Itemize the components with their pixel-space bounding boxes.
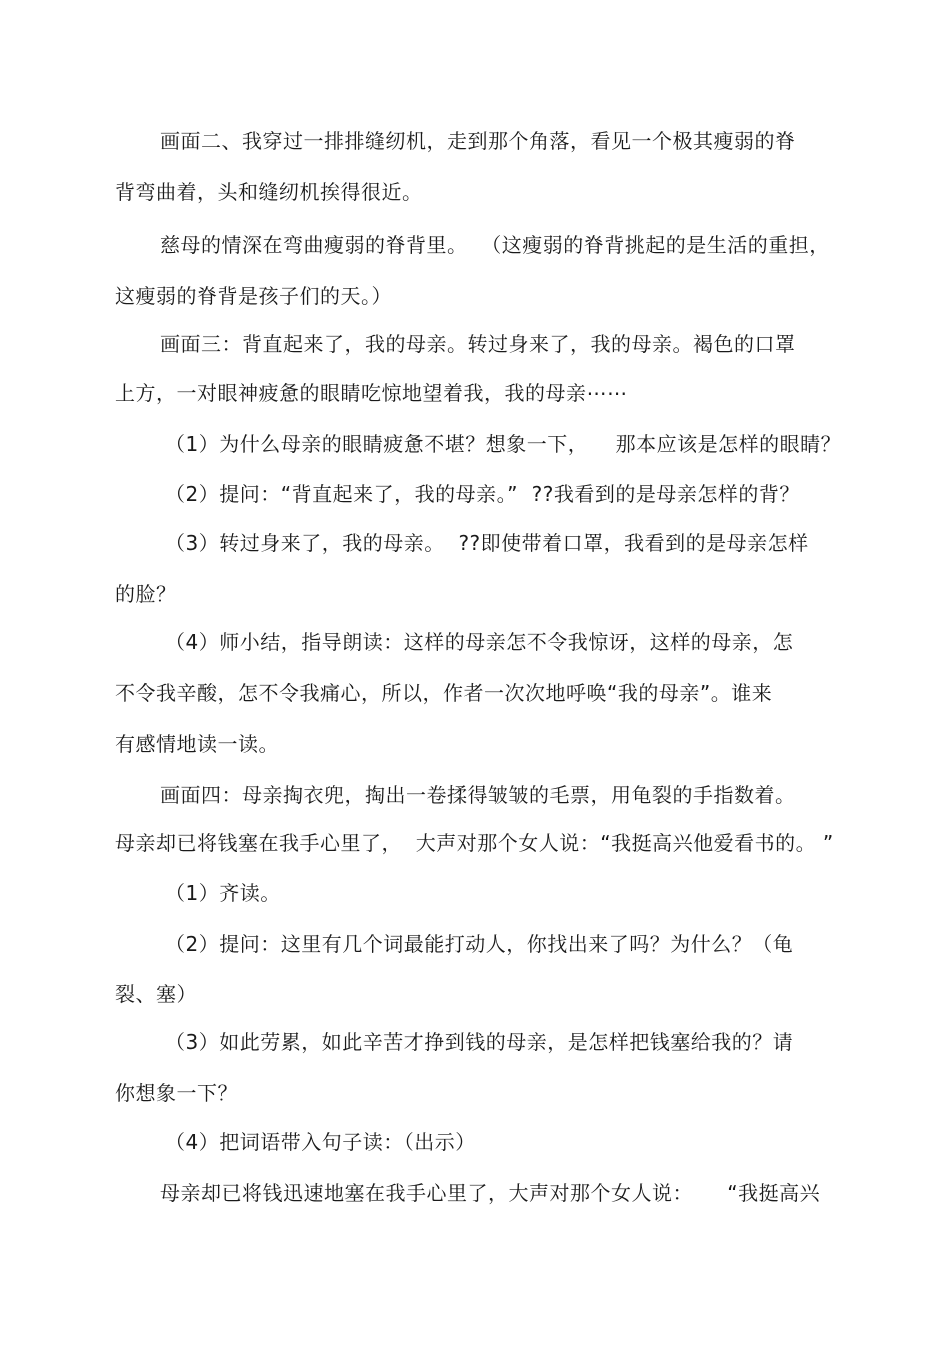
paragraph-line: （4）把词语带入句子读：（出示） (165, 1130, 476, 1154)
paragraph-line: 母亲却已将钱塞在我手心里了， 大声对那个女人说：“我挺高兴他爱看书的。 ” (115, 831, 834, 855)
paragraph-line: （3）转过身来了，我的母亲。 ??即使带着口罩，我看到的是母亲怎样 (165, 531, 809, 555)
paragraph-line: 母亲却已将钱迅速地塞在我手心里了，大声对那个女人说： “我挺高兴 (160, 1181, 821, 1205)
paragraph-line: （1）齐读。 (165, 881, 281, 905)
paragraph-line: 画面三：背直起来了，我的母亲。转过身来了，我的母亲。褐色的口罩 (160, 332, 796, 356)
paragraph-line: 画面二、我穿过一排排缝纫机，走到那个角落，看见一个极其瘦弱的脊 (160, 129, 796, 153)
paragraph-line: 慈母的情深在弯曲瘦弱的脊背里。 （这瘦弱的脊背挑起的是生活的重担， (160, 233, 830, 257)
paragraph-line: 背弯曲着，头和缝纫机挨得很近。 (115, 180, 423, 204)
paragraph-line: 的脸？ (115, 582, 177, 606)
paragraph-line: （4）师小结，指导朗读：这样的母亲怎不令我惊讶，这样的母亲，怎 (165, 630, 794, 654)
paragraph-line: （3）如此劳累，如此辛苦才挣到钱的母亲，是怎样把钱塞给我的？请 (165, 1030, 794, 1054)
paragraph-line: 画面四：母亲掏衣兜，掏出一卷揉得皱皱的毛票，用龟裂的手指数着。 (160, 783, 796, 807)
paragraph-line: 上方，一对眼神疲惫的眼睛吃惊地望着我，我的母亲⋯⋯ (115, 381, 628, 405)
paragraph-line: 有感情地读一读。 (115, 732, 279, 756)
paragraph-line: 裂、塞） (115, 982, 197, 1006)
paragraph-line: （2）提问：“背直起来了，我的母亲。” ??我看到的是母亲怎样的背？ (165, 482, 800, 506)
paragraph-line: （2）提问：这里有几个词最能打动人，你找出来了吗？为什么？（龟 (165, 932, 794, 956)
paragraph-line: （1）为什么母亲的眼睛疲惫不堪？想象一下， 那本应该是怎样的眼睛？ (165, 432, 842, 456)
paragraph-line: 你想象一下？ (115, 1081, 238, 1105)
paragraph-line: 不令我辛酸，怎不令我痛心，所以，作者一次次地呼唤“我的母亲”。谁来 (115, 681, 773, 705)
paragraph-line: 这瘦弱的脊背是孩子们的天。） (115, 284, 392, 308)
